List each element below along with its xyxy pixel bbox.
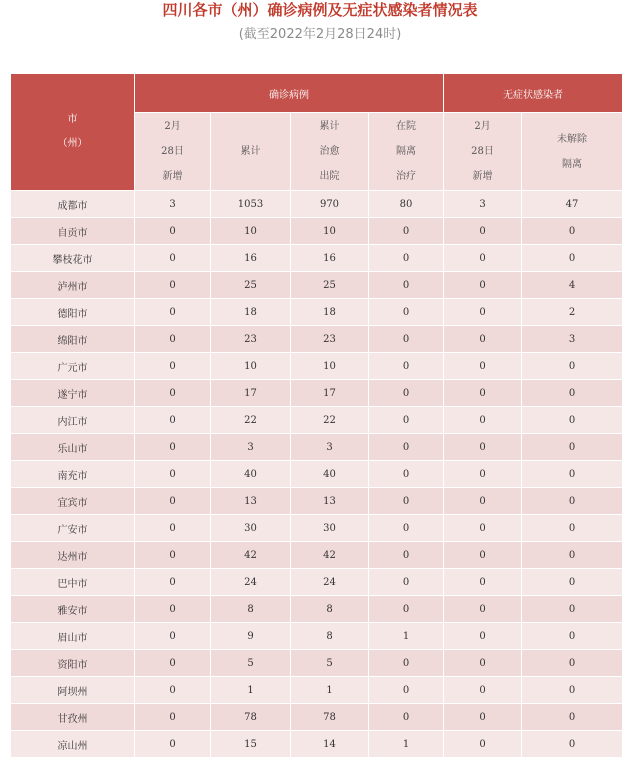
header-new-asymptomatic: 2月 28日 新增 <box>444 113 522 191</box>
new-confirmed-cell: 0 <box>135 569 211 596</box>
asymptomatic-isolation-cell: 0 <box>522 245 623 272</box>
total-confirmed-cell: 23 <box>211 326 291 353</box>
cured-cell: 10 <box>291 218 369 245</box>
cured-cell: 18 <box>291 299 369 326</box>
cured-cell: 25 <box>291 272 369 299</box>
table-row <box>11 515 623 542</box>
cured-cell: 40 <box>291 461 369 488</box>
city-cell: 眉山市 <box>11 623 135 650</box>
new-confirmed-cell: 0 <box>135 326 211 353</box>
in-hospital-cell: 0 <box>369 353 444 380</box>
new-confirmed-cell: 0 <box>135 650 211 677</box>
city-cell: 绵阳市 <box>11 326 135 353</box>
table-row <box>11 569 623 596</box>
table-row <box>11 677 623 704</box>
asymptomatic-isolation-cell: 0 <box>522 596 623 623</box>
total-confirmed-cell: 10 <box>211 218 291 245</box>
asymptomatic-isolation-cell: 0 <box>522 488 623 515</box>
in-hospital-cell: 0 <box>369 488 444 515</box>
in-hospital-cell: 0 <box>369 650 444 677</box>
confirmed-group-header: 确诊病例 <box>135 74 444 113</box>
cured-cell: 23 <box>291 326 369 353</box>
asymptomatic-group-header: 无症状感染者 <box>444 74 623 113</box>
cases-table <box>10 73 623 758</box>
cured-cell: 78 <box>291 704 369 731</box>
table-row <box>11 245 623 272</box>
new-asymptomatic-cell: 0 <box>444 542 522 569</box>
city-cell: 宜宾市 <box>11 488 135 515</box>
cured-cell: 24 <box>291 569 369 596</box>
total-confirmed-cell: 16 <box>211 245 291 272</box>
new-asymptomatic-cell: 0 <box>444 272 522 299</box>
city-cell: 阿坝州 <box>11 677 135 704</box>
city-cell: 雅安市 <box>11 596 135 623</box>
total-confirmed-cell: 8 <box>211 596 291 623</box>
in-hospital-cell: 0 <box>369 407 444 434</box>
cured-cell: 3 <box>291 434 369 461</box>
new-confirmed-cell: 0 <box>135 299 211 326</box>
page-title: 四川各市（州）确诊病例及无症状感染者情况表 <box>162 1 478 19</box>
city-cell: 自贡市 <box>11 218 135 245</box>
in-hospital-cell: 0 <box>369 272 444 299</box>
table-row <box>11 542 623 569</box>
table-row <box>11 434 623 461</box>
total-confirmed-cell: 10 <box>211 353 291 380</box>
new-asymptomatic-cell: 0 <box>444 407 522 434</box>
in-hospital-cell: 0 <box>369 704 444 731</box>
asymptomatic-isolation-cell: 47 <box>522 191 623 218</box>
asymptomatic-isolation-cell: 0 <box>522 218 623 245</box>
new-asymptomatic-cell: 0 <box>444 488 522 515</box>
new-confirmed-cell: 3 <box>135 191 211 218</box>
new-confirmed-cell: 0 <box>135 218 211 245</box>
total-confirmed-cell: 18 <box>211 299 291 326</box>
header-cured: 累计 治愈 出院 <box>291 113 369 191</box>
new-confirmed-cell: 0 <box>135 596 211 623</box>
in-hospital-cell: 0 <box>369 596 444 623</box>
asymptomatic-isolation-cell: 0 <box>522 650 623 677</box>
city-cell: 泸州市 <box>11 272 135 299</box>
asymptomatic-isolation-cell: 0 <box>522 569 623 596</box>
asymptomatic-isolation-cell: 0 <box>522 623 623 650</box>
table-row <box>11 326 623 353</box>
new-confirmed-cell: 0 <box>135 380 211 407</box>
cured-cell: 22 <box>291 407 369 434</box>
total-confirmed-cell: 17 <box>211 380 291 407</box>
total-confirmed-cell: 22 <box>211 407 291 434</box>
new-asymptomatic-cell: 0 <box>444 731 522 758</box>
total-confirmed-cell: 40 <box>211 461 291 488</box>
total-confirmed-cell: 30 <box>211 515 291 542</box>
total-confirmed-cell: 42 <box>211 542 291 569</box>
in-hospital-cell: 1 <box>369 731 444 758</box>
new-asymptomatic-cell: 0 <box>444 677 522 704</box>
in-hospital-cell: 0 <box>369 542 444 569</box>
table-row <box>11 191 623 218</box>
total-confirmed-cell: 9 <box>211 623 291 650</box>
total-confirmed-cell: 15 <box>211 731 291 758</box>
asymptomatic-isolation-cell: 0 <box>522 731 623 758</box>
in-hospital-cell: 0 <box>369 461 444 488</box>
asymptomatic-isolation-cell: 0 <box>522 461 623 488</box>
city-cell: 巴中市 <box>11 569 135 596</box>
header-asymptomatic-isolation: 未解除 隔离 <box>522 113 623 191</box>
new-confirmed-cell: 0 <box>135 542 211 569</box>
total-confirmed-cell: 5 <box>211 650 291 677</box>
table-row <box>11 380 623 407</box>
cured-cell: 1 <box>291 677 369 704</box>
new-confirmed-cell: 0 <box>135 407 211 434</box>
table-row <box>11 299 623 326</box>
new-asymptomatic-cell: 0 <box>444 515 522 542</box>
in-hospital-cell: 0 <box>369 434 444 461</box>
in-hospital-cell: 0 <box>369 299 444 326</box>
asymptomatic-isolation-cell: 2 <box>522 299 623 326</box>
total-confirmed-cell: 78 <box>211 704 291 731</box>
cured-cell: 10 <box>291 353 369 380</box>
new-asymptomatic-cell: 0 <box>444 353 522 380</box>
city-cell: 攀枝花市 <box>11 245 135 272</box>
total-confirmed-cell: 1053 <box>211 191 291 218</box>
city-cell: 甘孜州 <box>11 704 135 731</box>
total-confirmed-cell: 13 <box>211 488 291 515</box>
in-hospital-cell: 80 <box>369 191 444 218</box>
city-cell: 凉山州 <box>11 731 135 758</box>
table-row <box>11 704 623 731</box>
new-asymptomatic-cell: 0 <box>444 704 522 731</box>
new-confirmed-cell: 0 <box>135 272 211 299</box>
table-row <box>11 461 623 488</box>
new-confirmed-cell: 0 <box>135 731 211 758</box>
asymptomatic-isolation-cell: 0 <box>522 434 623 461</box>
header-in-hospital: 在院 隔离 治疗 <box>369 113 444 191</box>
city-cell: 资阳市 <box>11 650 135 677</box>
new-asymptomatic-cell: 0 <box>444 326 522 353</box>
asymptomatic-isolation-cell: 0 <box>522 704 623 731</box>
in-hospital-cell: 0 <box>369 677 444 704</box>
new-confirmed-cell: 0 <box>135 245 211 272</box>
cured-cell: 30 <box>291 515 369 542</box>
in-hospital-cell: 0 <box>369 218 444 245</box>
cured-cell: 42 <box>291 542 369 569</box>
in-hospital-cell: 0 <box>369 569 444 596</box>
new-confirmed-cell: 0 <box>135 623 211 650</box>
city-column-header: 市 （州） <box>11 74 135 191</box>
new-asymptomatic-cell: 0 <box>444 245 522 272</box>
table-row <box>11 488 623 515</box>
city-cell: 广安市 <box>11 515 135 542</box>
table-row <box>11 623 623 650</box>
asymptomatic-isolation-cell: 0 <box>522 407 623 434</box>
new-asymptomatic-cell: 0 <box>444 569 522 596</box>
new-asymptomatic-cell: 0 <box>444 596 522 623</box>
table-row <box>11 353 623 380</box>
in-hospital-cell: 0 <box>369 380 444 407</box>
new-confirmed-cell: 0 <box>135 488 211 515</box>
city-cell: 遂宁市 <box>11 380 135 407</box>
cured-cell: 5 <box>291 650 369 677</box>
new-asymptomatic-cell: 0 <box>444 434 522 461</box>
cured-cell: 8 <box>291 596 369 623</box>
cured-cell: 14 <box>291 731 369 758</box>
table-body <box>11 191 623 758</box>
in-hospital-cell: 0 <box>369 245 444 272</box>
table-row <box>11 650 623 677</box>
asymptomatic-isolation-cell: 0 <box>522 542 623 569</box>
new-asymptomatic-cell: 0 <box>444 299 522 326</box>
asymptomatic-isolation-cell: 3 <box>522 326 623 353</box>
asymptomatic-isolation-cell: 4 <box>522 272 623 299</box>
new-confirmed-cell: 0 <box>135 515 211 542</box>
cured-cell: 13 <box>291 488 369 515</box>
city-cell: 成都市 <box>11 191 135 218</box>
new-confirmed-cell: 0 <box>135 434 211 461</box>
asymptomatic-isolation-cell: 0 <box>522 677 623 704</box>
asymptomatic-isolation-cell: 0 <box>522 353 623 380</box>
new-asymptomatic-cell: 3 <box>444 191 522 218</box>
table-row <box>11 596 623 623</box>
asymptomatic-isolation-cell: 0 <box>522 515 623 542</box>
in-hospital-cell: 0 <box>369 515 444 542</box>
table-row <box>11 272 623 299</box>
city-cell: 广元市 <box>11 353 135 380</box>
new-confirmed-cell: 0 <box>135 704 211 731</box>
total-confirmed-cell: 1 <box>211 677 291 704</box>
new-confirmed-cell: 0 <box>135 353 211 380</box>
asymptomatic-isolation-cell: 0 <box>522 380 623 407</box>
total-confirmed-cell: 3 <box>211 434 291 461</box>
header-total-confirmed: 累计 <box>211 113 291 191</box>
cured-cell: 8 <box>291 623 369 650</box>
table-row <box>11 731 623 758</box>
city-cell: 乐山市 <box>11 434 135 461</box>
city-cell: 南充市 <box>11 461 135 488</box>
city-cell: 德阳市 <box>11 299 135 326</box>
cured-cell: 16 <box>291 245 369 272</box>
new-asymptomatic-cell: 0 <box>444 461 522 488</box>
new-asymptomatic-cell: 0 <box>444 650 522 677</box>
total-confirmed-cell: 25 <box>211 272 291 299</box>
new-asymptomatic-cell: 0 <box>444 380 522 407</box>
table-row <box>11 407 623 434</box>
total-confirmed-cell: 24 <box>211 569 291 596</box>
cured-cell: 17 <box>291 380 369 407</box>
new-asymptomatic-cell: 0 <box>444 218 522 245</box>
new-confirmed-cell: 0 <box>135 461 211 488</box>
cured-cell: 970 <box>291 191 369 218</box>
in-hospital-cell: 0 <box>369 326 444 353</box>
header-new-confirmed: 2月 28日 新增 <box>135 113 211 191</box>
page-subtitle: (截至2022年2月28日24时) <box>238 27 402 42</box>
new-confirmed-cell: 0 <box>135 677 211 704</box>
city-cell: 达州市 <box>11 542 135 569</box>
new-asymptomatic-cell: 0 <box>444 623 522 650</box>
table-row <box>11 218 623 245</box>
city-cell: 内江市 <box>11 407 135 434</box>
in-hospital-cell: 1 <box>369 623 444 650</box>
